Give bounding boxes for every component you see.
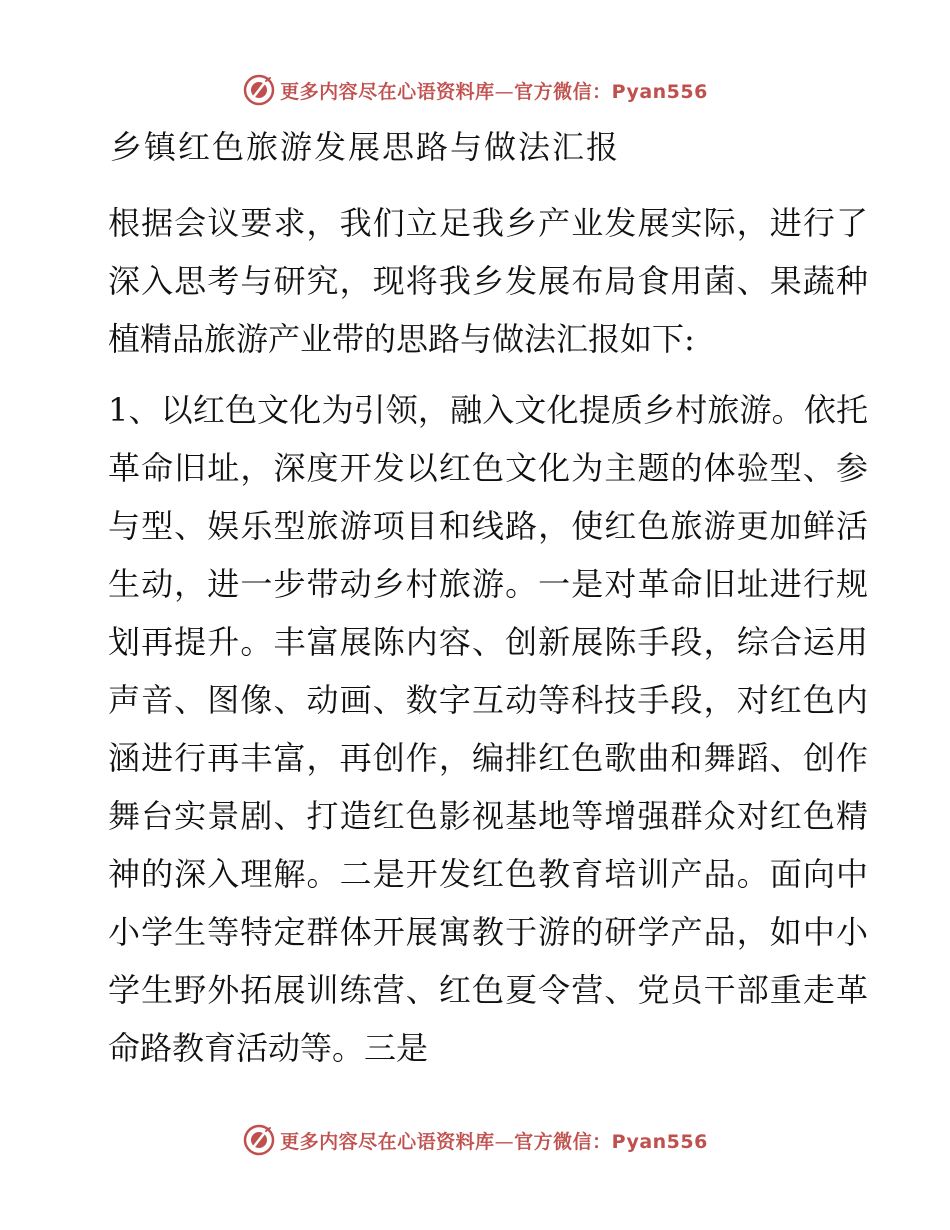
document-title: 乡镇红色旅游发展思路与做法汇报 (110, 128, 621, 166)
section-1-paragraph: 1、以红色文化为引领，融入文化提质乡村旅游。依托革命旧址，深度开发以红色文化为主题的体验型、参与型、娱乐型旅游项目和线路，使红色旅游更加鲜活生动，进一步带动乡村旅游。一是对革命旧址进行规划再提升。丰富展陈内容、创新展陈手段，综合运用声音、图像、动画、数字互动等科技手段，对红色内涵进行再丰富，再创作，编排红色歌曲和舞蹈、创作舞台实景剧、打造红色影视基地等增强群众对红色精神的深入理解。二是开发红色教育培训产品。面向中小学生等特定群体开展寓教于游的研学产品，如中小学生野外拓展训练营、红色夏令营、党员干部重走革命路教育活动等。三是 (108, 391, 868, 1067)
pen-logo-icon (242, 1123, 276, 1157)
header-banner (0, 70, 950, 110)
intro-paragraph: 根据会议要求，我们立足我乡产业发展实际，进行了深入思考与研究，现将我乡发展布局食用菌、果蔬种植精品旅游产业带的思路与做法汇报如下: (108, 204, 868, 358)
banner-text: 更多内容尽在心语资料库—官方微信：Pyan556 (280, 80, 708, 103)
banner-text: 更多内容尽在心语资料库—官方微信：Pyan556 (280, 1130, 708, 1153)
footer-banner (0, 1120, 950, 1160)
pen-logo-icon (242, 73, 276, 107)
